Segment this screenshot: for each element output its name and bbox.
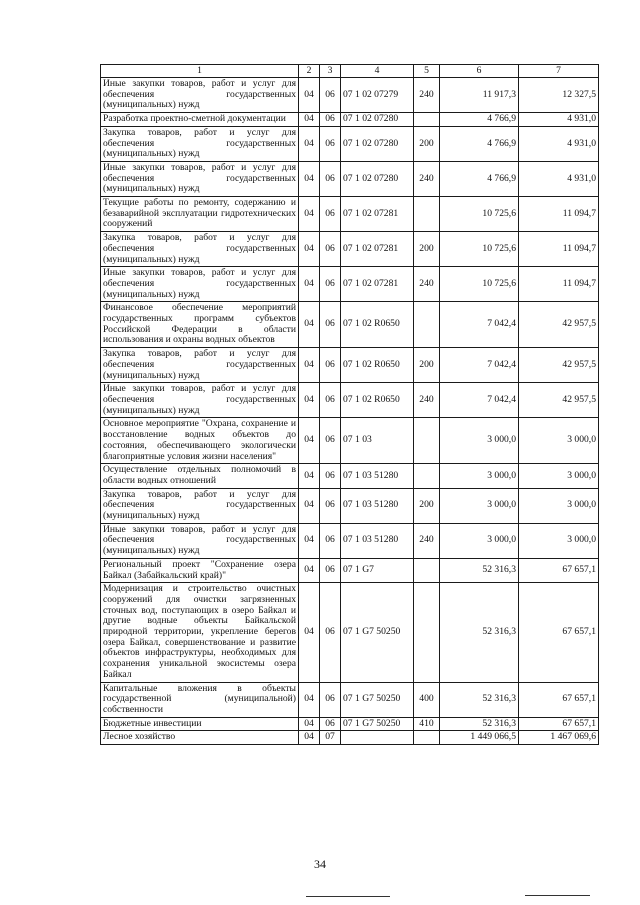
row-section: 04 bbox=[299, 488, 320, 523]
row-amount-2: 3 000,0 bbox=[519, 488, 599, 523]
row-target-code: 07 1 02 07280 bbox=[341, 126, 414, 161]
row-amount-1: 4 766,9 bbox=[440, 161, 519, 196]
row-expense-type: 240 bbox=[414, 383, 440, 418]
row-amount-2: 12 327,5 bbox=[519, 78, 599, 113]
row-expense-type bbox=[414, 302, 440, 348]
table-row bbox=[101, 78, 599, 113]
row-amount-2: 42 957,5 bbox=[519, 383, 599, 418]
table-row bbox=[101, 583, 599, 682]
row-expense-type bbox=[414, 113, 440, 127]
column-header: 3 bbox=[320, 65, 341, 78]
row-subsection: 06 bbox=[320, 348, 341, 383]
row-name: Иные закупки товаров, работ и услуг для обеспечения государственных (муниципальных) нужд bbox=[101, 383, 299, 418]
row-name: Закупка товаров, работ и услуг для обеспечения государственных (муниципальных) нужд bbox=[101, 232, 299, 267]
row-amount-2: 3 000,0 bbox=[519, 418, 599, 464]
row-amount-1: 3 000,0 bbox=[440, 464, 519, 488]
row-expense-type: 200 bbox=[414, 348, 440, 383]
row-subsection: 06 bbox=[320, 523, 341, 558]
row-target-code bbox=[341, 731, 414, 745]
row-subsection: 06 bbox=[320, 232, 341, 267]
page-number: 34 bbox=[314, 857, 326, 871]
table-row bbox=[101, 302, 599, 348]
scan-mark bbox=[306, 896, 390, 897]
row-section: 04 bbox=[299, 348, 320, 383]
row-section: 04 bbox=[299, 267, 320, 302]
row-target-code: 07 1 02 07281 bbox=[341, 232, 414, 267]
row-section: 04 bbox=[299, 113, 320, 127]
row-name: Закупка товаров, работ и услуг для обеспечения государственных (муниципальных) нужд bbox=[101, 348, 299, 383]
row-expense-type bbox=[414, 464, 440, 488]
row-name: Иные закупки товаров, работ и услуг для обеспечения государственных (муниципальных) нужд bbox=[101, 78, 299, 113]
row-amount-2: 67 657,1 bbox=[519, 682, 599, 717]
row-amount-1: 7 042,4 bbox=[440, 383, 519, 418]
row-subsection: 06 bbox=[320, 488, 341, 523]
row-section: 04 bbox=[299, 682, 320, 717]
table-row bbox=[101, 267, 599, 302]
row-target-code: 07 1 G7 50250 bbox=[341, 717, 414, 731]
row-name: Иные закупки товаров, работ и услуг для обеспечения государственных (муниципальных) нужд bbox=[101, 161, 299, 196]
row-expense-type: 410 bbox=[414, 717, 440, 731]
row-subsection: 06 bbox=[320, 78, 341, 113]
row-amount-1: 4 766,9 bbox=[440, 126, 519, 161]
row-amount-1: 52 316,3 bbox=[440, 682, 519, 717]
row-target-code: 07 1 G7 50250 bbox=[341, 682, 414, 717]
row-section: 04 bbox=[299, 418, 320, 464]
row-amount-2: 42 957,5 bbox=[519, 348, 599, 383]
row-subsection: 06 bbox=[320, 302, 341, 348]
table-row bbox=[101, 126, 599, 161]
row-section: 04 bbox=[299, 126, 320, 161]
row-amount-2: 4 931,0 bbox=[519, 161, 599, 196]
row-target-code: 07 1 02 07280 bbox=[341, 113, 414, 127]
row-amount-2: 3 000,0 bbox=[519, 523, 599, 558]
row-target-code: 07 1 03 51280 bbox=[341, 523, 414, 558]
row-expense-type bbox=[414, 731, 440, 745]
row-amount-2: 4 931,0 bbox=[519, 126, 599, 161]
row-amount-2: 11 094,7 bbox=[519, 197, 599, 232]
row-section: 04 bbox=[299, 232, 320, 267]
row-section: 04 bbox=[299, 583, 320, 682]
row-subsection: 06 bbox=[320, 717, 341, 731]
row-amount-1: 4 766,9 bbox=[440, 113, 519, 127]
table-row bbox=[101, 731, 599, 745]
row-name: Модернизация и строительство очистных сооружений для очистки загрязненных сточных вод, поступающих в озеро Байкал и другие водные объекты Байкальской природной территории, укрепление берегов озера Байкал, совершенствование и развитие объектов инфраструктуры, необходимых для сохранения уникальной экосистемы озера Байкал bbox=[101, 583, 299, 682]
table-row bbox=[101, 348, 599, 383]
row-target-code: 07 1 02 07281 bbox=[341, 267, 414, 302]
row-name: Основное мероприятие "Охрана, сохранение и восстановление водных объектов до состояния, обеспечивающего экологически благоприятные условия жизни населения" bbox=[101, 418, 299, 464]
row-subsection: 06 bbox=[320, 267, 341, 302]
row-amount-1: 10 725,6 bbox=[440, 232, 519, 267]
row-target-code: 07 1 03 51280 bbox=[341, 488, 414, 523]
row-amount-2: 67 657,1 bbox=[519, 583, 599, 682]
row-target-code: 07 1 02 R0650 bbox=[341, 348, 414, 383]
row-subsection: 06 bbox=[320, 161, 341, 196]
budget-table bbox=[100, 64, 599, 745]
row-expense-type: 200 bbox=[414, 126, 440, 161]
row-amount-2: 42 957,5 bbox=[519, 302, 599, 348]
row-expense-type bbox=[414, 583, 440, 682]
row-amount-1: 52 316,3 bbox=[440, 583, 519, 682]
row-amount-2: 3 000,0 bbox=[519, 464, 599, 488]
row-section: 04 bbox=[299, 78, 320, 113]
row-name: Текущие работы по ремонту, содержанию и безаварийной эксплуатации гидротехнических сооружений bbox=[101, 197, 299, 232]
row-amount-2: 67 657,1 bbox=[519, 558, 599, 582]
table-row bbox=[101, 197, 599, 232]
row-expense-type: 200 bbox=[414, 488, 440, 523]
row-name: Лесное хозяйство bbox=[101, 731, 299, 745]
row-expense-type bbox=[414, 197, 440, 232]
scan-mark bbox=[525, 895, 590, 896]
row-section: 04 bbox=[299, 197, 320, 232]
table-row bbox=[101, 383, 599, 418]
row-subsection: 06 bbox=[320, 126, 341, 161]
table-row bbox=[101, 113, 599, 127]
row-target-code: 07 1 03 51280 bbox=[341, 464, 414, 488]
table-row bbox=[101, 161, 599, 196]
table-row bbox=[101, 418, 599, 464]
row-section: 04 bbox=[299, 161, 320, 196]
row-amount-1: 3 000,0 bbox=[440, 418, 519, 464]
row-expense-type: 200 bbox=[414, 232, 440, 267]
row-subsection: 06 bbox=[320, 197, 341, 232]
row-amount-1: 11 917,3 bbox=[440, 78, 519, 113]
row-section: 04 bbox=[299, 717, 320, 731]
row-amount-1: 7 042,4 bbox=[440, 302, 519, 348]
row-section: 04 bbox=[299, 523, 320, 558]
table-header-row bbox=[101, 65, 599, 78]
row-name: Осуществление отдельных полномочий в области водных отношений bbox=[101, 464, 299, 488]
row-amount-2: 1 467 069,6 bbox=[519, 731, 599, 745]
column-header: 6 bbox=[440, 65, 519, 78]
row-amount-1: 1 449 066,5 bbox=[440, 731, 519, 745]
row-target-code: 07 1 03 bbox=[341, 418, 414, 464]
row-amount-2: 11 094,7 bbox=[519, 232, 599, 267]
row-section: 04 bbox=[299, 383, 320, 418]
row-target-code: 07 1 02 07280 bbox=[341, 161, 414, 196]
table-row bbox=[101, 558, 599, 582]
row-subsection: 06 bbox=[320, 558, 341, 582]
table-row bbox=[101, 717, 599, 731]
table-row bbox=[101, 232, 599, 267]
row-amount-1: 52 316,3 bbox=[440, 717, 519, 731]
row-section: 04 bbox=[299, 558, 320, 582]
row-section: 04 bbox=[299, 464, 320, 488]
row-name: Закупка товаров, работ и услуг для обеспечения государственных (муниципальных) нужд bbox=[101, 488, 299, 523]
row-subsection: 06 bbox=[320, 464, 341, 488]
row-name: Капитальные вложения в объекты государственной (муниципальной) собственности bbox=[101, 682, 299, 717]
row-amount-1: 10 725,6 bbox=[440, 197, 519, 232]
row-target-code: 07 1 G7 50250 bbox=[341, 583, 414, 682]
row-amount-2: 67 657,1 bbox=[519, 717, 599, 731]
row-amount-2: 11 094,7 bbox=[519, 267, 599, 302]
row-expense-type: 240 bbox=[414, 267, 440, 302]
row-expense-type: 240 bbox=[414, 161, 440, 196]
row-name: Иные закупки товаров, работ и услуг для обеспечения государственных (муниципальных) нужд bbox=[101, 523, 299, 558]
row-amount-1: 10 725,6 bbox=[440, 267, 519, 302]
row-name: Разработка проектно-сметной документации bbox=[101, 113, 299, 127]
row-subsection: 06 bbox=[320, 682, 341, 717]
row-subsection: 07 bbox=[320, 731, 341, 745]
row-amount-2: 4 931,0 bbox=[519, 113, 599, 127]
table-row bbox=[101, 523, 599, 558]
column-header: 1 bbox=[101, 65, 299, 78]
row-subsection: 06 bbox=[320, 383, 341, 418]
row-section: 04 bbox=[299, 302, 320, 348]
column-header: 4 bbox=[341, 65, 414, 78]
column-header: 2 bbox=[299, 65, 320, 78]
row-amount-1: 52 316,3 bbox=[440, 558, 519, 582]
column-header: 7 bbox=[519, 65, 599, 78]
table-row bbox=[101, 464, 599, 488]
row-name: Бюджетные инвестиции bbox=[101, 717, 299, 731]
row-amount-1: 7 042,4 bbox=[440, 348, 519, 383]
row-subsection: 06 bbox=[320, 418, 341, 464]
row-name: Закупка товаров, работ и услуг для обеспечения государственных (муниципальных) нужд bbox=[101, 126, 299, 161]
row-name: Финансовое обеспечение мероприятий государственных программ субъектов Российской Федерации в области использования и охраны водных объектов bbox=[101, 302, 299, 348]
row-expense-type: 240 bbox=[414, 523, 440, 558]
row-expense-type: 400 bbox=[414, 682, 440, 717]
row-name: Региональный проект "Сохранение озера Байкал (Забайкальский край)" bbox=[101, 558, 299, 582]
row-target-code: 07 1 02 R0650 bbox=[341, 302, 414, 348]
column-header: 5 bbox=[414, 65, 440, 78]
row-expense-type: 240 bbox=[414, 78, 440, 113]
row-amount-1: 3 000,0 bbox=[440, 488, 519, 523]
row-target-code: 07 1 02 07281 bbox=[341, 197, 414, 232]
row-section: 04 bbox=[299, 731, 320, 745]
row-subsection: 06 bbox=[320, 113, 341, 127]
row-name: Иные закупки товаров, работ и услуг для обеспечения государственных (муниципальных) нужд bbox=[101, 267, 299, 302]
row-expense-type bbox=[414, 418, 440, 464]
row-subsection: 06 bbox=[320, 583, 341, 682]
table-row bbox=[101, 488, 599, 523]
table-row bbox=[101, 682, 599, 717]
row-target-code: 07 1 02 07279 bbox=[341, 78, 414, 113]
row-target-code: 07 1 G7 bbox=[341, 558, 414, 582]
row-amount-1: 3 000,0 bbox=[440, 523, 519, 558]
row-expense-type bbox=[414, 558, 440, 582]
row-target-code: 07 1 02 R0650 bbox=[341, 383, 414, 418]
